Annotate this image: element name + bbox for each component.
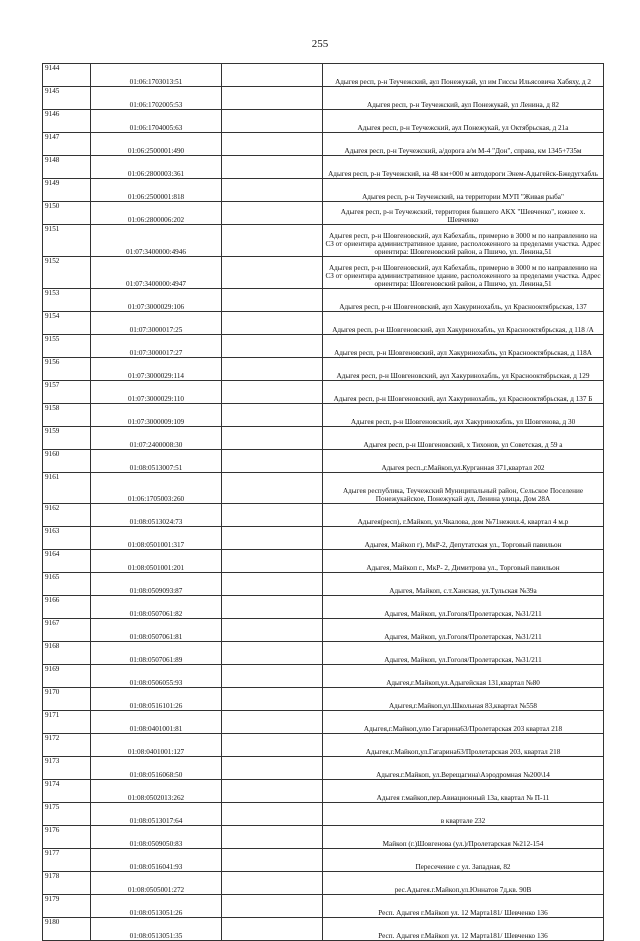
- row-number: 9162: [43, 504, 91, 527]
- address-cell: Адыгея респ, р-н Шовгеновский, аул Хакуринохабль, ул Краснооктябрьская, д 137 Б: [323, 381, 604, 404]
- address-cell: Адыгея республика, Теучежский Муниципальный район, Сельское Поселение Понежукайское, Понежукай аул, Ленина улица, Дом 28А: [323, 473, 604, 504]
- address-cell: Адыгея г.майкоп,пер.Авиационный 13а, квартал № П-11: [323, 780, 604, 803]
- table-row: [43, 849, 604, 872]
- row-number: 9164: [43, 550, 91, 573]
- row-number: 9168: [43, 642, 91, 665]
- cadastral-number: 01:08:0501001:201: [91, 550, 222, 573]
- address-cell: Респ. Адыгея г.Майкоп ул. 12 Марта181/ Шевченко 136: [323, 918, 604, 941]
- cadastral-number: 01:07:3000009:109: [91, 404, 222, 427]
- address-cell: Адыгея,г.Майкоп,ул.Школьная 83,квартал №558: [323, 688, 604, 711]
- address-cell: Адыгея, Майкоп, ул.Гоголя/Пролетарская, №31/211: [323, 596, 604, 619]
- empty-cell: [222, 918, 323, 941]
- table-row: [43, 179, 604, 202]
- empty-cell: [222, 179, 323, 202]
- table-row: [43, 619, 604, 642]
- empty-cell: [222, 711, 323, 734]
- table-row: [43, 427, 604, 450]
- address-cell: Адыгея,г.Майкоп,улю Гагарина63/Пролетарская 203 квартал 218: [323, 711, 604, 734]
- table-row: [43, 550, 604, 573]
- address-cell: Адыгея респ.,г.Майкоп,ул.Курганная 371,квартал 202: [323, 450, 604, 473]
- table-row: [43, 110, 604, 133]
- row-number: 9174: [43, 780, 91, 803]
- address-cell: Адыгея респ, р-н Шовгеновский, х Тихонов, ул Советская, д 59 а: [323, 427, 604, 450]
- table-row: [43, 225, 604, 257]
- cadastral-number: 01:08:0507061:82: [91, 596, 222, 619]
- empty-cell: [222, 527, 323, 550]
- address-cell: Адыгея,г.Майкоп,ул.Гагарина63/Пролетарская 203, квартал 218: [323, 734, 604, 757]
- empty-cell: [222, 450, 323, 473]
- empty-cell: [222, 312, 323, 335]
- row-number: 9163: [43, 527, 91, 550]
- table-row: [43, 803, 604, 826]
- empty-cell: [222, 289, 323, 312]
- table-row: [43, 450, 604, 473]
- cadastral-number: 01:08:0513017:64: [91, 803, 222, 826]
- cadastral-number: 01:08:0516068:50: [91, 757, 222, 780]
- cadastral-number: 01:08:0501001:317: [91, 527, 222, 550]
- row-number: 9169: [43, 665, 91, 688]
- empty-cell: [222, 803, 323, 826]
- row-number: 9177: [43, 849, 91, 872]
- cadastral-number: 01:08:0507061:89: [91, 642, 222, 665]
- cadastral-number: 01:07:3000017:25: [91, 312, 222, 335]
- row-number: 9151: [43, 225, 91, 257]
- empty-cell: [222, 780, 323, 803]
- address-cell: Майкоп (г.)Шовгенова (ул.)/Пролетарская №212-154: [323, 826, 604, 849]
- table-row: [43, 289, 604, 312]
- row-number: 9178: [43, 872, 91, 895]
- address-cell: Адыгея.г.Майкоп, ул.Верещагина\Аэродромная №200\14: [323, 757, 604, 780]
- empty-cell: [222, 665, 323, 688]
- cadastral-number: 01:08:0516101:26: [91, 688, 222, 711]
- table-row: [43, 872, 604, 895]
- row-number: 9170: [43, 688, 91, 711]
- empty-cell: [222, 688, 323, 711]
- address-cell: Пересечение с ул. Западная, 82: [323, 849, 604, 872]
- empty-cell: [222, 381, 323, 404]
- row-number: 9176: [43, 826, 91, 849]
- table-row: [43, 596, 604, 619]
- empty-cell: [222, 895, 323, 918]
- address-cell: Адыгея, Майкоп, ул.Гоголя/Пролетарская, №31/211: [323, 619, 604, 642]
- row-number: 9161: [43, 473, 91, 504]
- row-number: 9156: [43, 358, 91, 381]
- row-number: 9175: [43, 803, 91, 826]
- address-cell: Адыгея респ, р-н Шовгеновский, аул Хакуринохабль, ул Краснооктябрьская, д 129: [323, 358, 604, 381]
- empty-cell: [222, 872, 323, 895]
- row-number: 9145: [43, 87, 91, 110]
- address-cell: Адыгея респ, р-н Теучежский, на территории МУП "Живая рыба": [323, 179, 604, 202]
- address-cell: в квартале 232: [323, 803, 604, 826]
- cadastral-number: 01:08:0513007:51: [91, 450, 222, 473]
- cadastral-number: 01:07:3000029:114: [91, 358, 222, 381]
- row-number: 9150: [43, 202, 91, 225]
- table-row: [43, 257, 604, 289]
- row-number: 9155: [43, 335, 91, 358]
- table-row: [43, 895, 604, 918]
- empty-cell: [222, 335, 323, 358]
- empty-cell: [222, 257, 323, 289]
- cadastral-number: 01:07:3400000:4947: [91, 257, 222, 289]
- cadastral-number: 01:08:0513051:26: [91, 895, 222, 918]
- cadastral-number: 01:08:0505001:272: [91, 872, 222, 895]
- table-row: [43, 504, 604, 527]
- cadastral-number: 01:06:2800006:202: [91, 202, 222, 225]
- table-row: [43, 527, 604, 550]
- address-cell: Адыгея, Майкоп г), МкР-2, Депутатская ул., Торговый павильон: [323, 527, 604, 550]
- cadastral-number: 01:07:3000029:106: [91, 289, 222, 312]
- empty-cell: [222, 110, 323, 133]
- row-number: 9171: [43, 711, 91, 734]
- table-row: [43, 312, 604, 335]
- empty-cell: [222, 473, 323, 504]
- table-row: [43, 918, 604, 941]
- table-row: [43, 358, 604, 381]
- table-row: [43, 202, 604, 225]
- table-row: [43, 335, 604, 358]
- cadastral-number: 01:08:0509093:87: [91, 573, 222, 596]
- table-row: [43, 133, 604, 156]
- table-row: [43, 573, 604, 596]
- cadastral-number: 01:06:1702005:53: [91, 87, 222, 110]
- empty-cell: [222, 573, 323, 596]
- row-number: 9149: [43, 179, 91, 202]
- address-cell: рес.Адыгея.г.Майкоп,ул.Юннатов 7д,кв. 90В: [323, 872, 604, 895]
- address-cell: Адыгея респ, р-н Шовгеновский, аул Хакуринохабль, ул Краснооктябрьская, д 118 /А: [323, 312, 604, 335]
- registry-table: [42, 63, 604, 941]
- address-cell: Адыгея респ, р-н Шовгеновский, аул Кабехабль, примерно в 3000 м по направлению на СЗ от ориентира административное здание, расположенного за пределами участка. Адрес ориентира: Шовгеновский район, а Пшичо, ул. Ленина,51: [323, 257, 604, 289]
- row-number: 9148: [43, 156, 91, 179]
- table-row: [43, 642, 604, 665]
- row-number: 9165: [43, 573, 91, 596]
- cadastral-number: 01:08:0516041:93: [91, 849, 222, 872]
- empty-cell: [222, 826, 323, 849]
- address-cell: Адыгея респ, р-н Теучежский, аул Понежукай, ул Октябрьская, д 21а: [323, 110, 604, 133]
- address-cell: Адыгея, Майкоп г., МкР- 2, Димитрова ул., Торговый павильон: [323, 550, 604, 573]
- table-row: [43, 404, 604, 427]
- empty-cell: [222, 133, 323, 156]
- address-cell: Адыгея респ, р-н Шовгеновский, аул Хакуринохабль, ул Шовгенова, д 30: [323, 404, 604, 427]
- row-number: 9180: [43, 918, 91, 941]
- table-row: [43, 688, 604, 711]
- table-row: [43, 826, 604, 849]
- empty-cell: [222, 504, 323, 527]
- row-number: 9158: [43, 404, 91, 427]
- address-cell: Адыгея, Майкоп, ул.Гоголя/Пролетарская, №31/211: [323, 642, 604, 665]
- empty-cell: [222, 550, 323, 573]
- address-cell: Адыгея(респ), г.Майкоп, ул.Чкалова, дом №71нежил.4, квартал 4 м.р: [323, 504, 604, 527]
- row-number: 9167: [43, 619, 91, 642]
- address-cell: Адыгея, Майкоп, с.т.Ханская, ул.Тульская №39а: [323, 573, 604, 596]
- empty-cell: [222, 427, 323, 450]
- page-number: 255: [311, 38, 329, 50]
- cadastral-number: 01:08:0513024:73: [91, 504, 222, 527]
- empty-cell: [222, 596, 323, 619]
- table-row: [43, 381, 604, 404]
- row-number: 9172: [43, 734, 91, 757]
- row-number: 9157: [43, 381, 91, 404]
- cadastral-number: 01:07:3000017:27: [91, 335, 222, 358]
- row-number: 9154: [43, 312, 91, 335]
- table-row: [43, 87, 604, 110]
- address-cell: Адыгея респ, р-н Теучежский, территория бывшего АКХ "Шевченко", южнее х. Шевченко: [323, 202, 604, 225]
- cadastral-number: 01:08:0401001:81: [91, 711, 222, 734]
- row-number: 9160: [43, 450, 91, 473]
- row-number: 9166: [43, 596, 91, 619]
- address-cell: Адыгея респ, р-н Теучежский, на 48 км+000 м автодороги Энем-Адыгейск-Бжедугхабль: [323, 156, 604, 179]
- empty-cell: [222, 734, 323, 757]
- empty-cell: [222, 849, 323, 872]
- cadastral-number: 01:08:0506055:93: [91, 665, 222, 688]
- row-number: 9147: [43, 133, 91, 156]
- empty-cell: [222, 404, 323, 427]
- table-row: [43, 780, 604, 803]
- table-row: [43, 757, 604, 780]
- address-cell: Адыгея респ, р-н Шовгеновский, аул Хакуринохабль, ул Краснооктябрьская, д 118А: [323, 335, 604, 358]
- cadastral-number: 01:06:1705003:260: [91, 473, 222, 504]
- table-row: [43, 711, 604, 734]
- row-number: 9173: [43, 757, 91, 780]
- cadastral-number: 01:08:0502013:262: [91, 780, 222, 803]
- table-row: [43, 473, 604, 504]
- registry-rows: [43, 64, 604, 941]
- empty-cell: [222, 225, 323, 257]
- address-cell: Респ. Адыгея г.Майкоп ул. 12 Марта181/ Шевченко 136: [323, 895, 604, 918]
- cadastral-number: 01:08:0513051:35: [91, 918, 222, 941]
- empty-cell: [222, 757, 323, 780]
- cadastral-number: 01:07:3400000:4946: [91, 225, 222, 257]
- empty-cell: [222, 156, 323, 179]
- cadastral-number: 01:08:0401001:127: [91, 734, 222, 757]
- address-cell: Адыгея респ, р-н Шовгеновский, аул Кабехабль, примерно в 3000 м по направлению на СЗ от ориентира административное здание, расположенного за пределами участка. Адрес ориентира: Шовгеновский район, а Пшичо, ул. Ленина,51: [323, 225, 604, 257]
- cadastral-number: 01:06:2800003:361: [91, 156, 222, 179]
- row-number: 9152: [43, 257, 91, 289]
- cadastral-number: 01:06:1704005:63: [91, 110, 222, 133]
- cadastral-number: 01:06:2500001:818: [91, 179, 222, 202]
- address-cell: Адыгея респ, р-н Шовгеновский, аул Хакуринохабль, ул Краснооктябрьская, 137: [323, 289, 604, 312]
- address-cell: Адыгея респ, р-н Теучежский, аул Понежукай, ул Ленина, д 82: [323, 87, 604, 110]
- address-cell: Адыгея респ, р-н Теучежский, аул Понежукай, ул им Гиссы Ильясовича Хабяху, д 2: [323, 64, 604, 87]
- address-cell: Адыгея,г.Майкоп,ул.Адыгейская 131,квартал №80: [323, 665, 604, 688]
- cadastral-number: 01:06:1703013:51: [91, 64, 222, 87]
- empty-cell: [222, 87, 323, 110]
- table-row: [43, 156, 604, 179]
- address-cell: Адыгея респ, р-н Теучежский, а/дорога а/м М-4 "Дон", справа, км 1345+735м: [323, 133, 604, 156]
- row-number: 9159: [43, 427, 91, 450]
- empty-cell: [222, 202, 323, 225]
- row-number: 9179: [43, 895, 91, 918]
- cadastral-number: 01:07:2400008:30: [91, 427, 222, 450]
- empty-cell: [222, 358, 323, 381]
- row-number: 9146: [43, 110, 91, 133]
- table-row: [43, 665, 604, 688]
- cadastral-number: 01:08:0507061:81: [91, 619, 222, 642]
- empty-cell: [222, 64, 323, 87]
- row-number: 9153: [43, 289, 91, 312]
- table-row: [43, 64, 604, 87]
- cadastral-number: 01:06:2500001:490: [91, 133, 222, 156]
- row-number: 9144: [43, 64, 91, 87]
- cadastral-number: 01:07:3000029:110: [91, 381, 222, 404]
- table-row: [43, 734, 604, 757]
- empty-cell: [222, 619, 323, 642]
- cadastral-number: 01:08:0509050:83: [91, 826, 222, 849]
- empty-cell: [222, 642, 323, 665]
